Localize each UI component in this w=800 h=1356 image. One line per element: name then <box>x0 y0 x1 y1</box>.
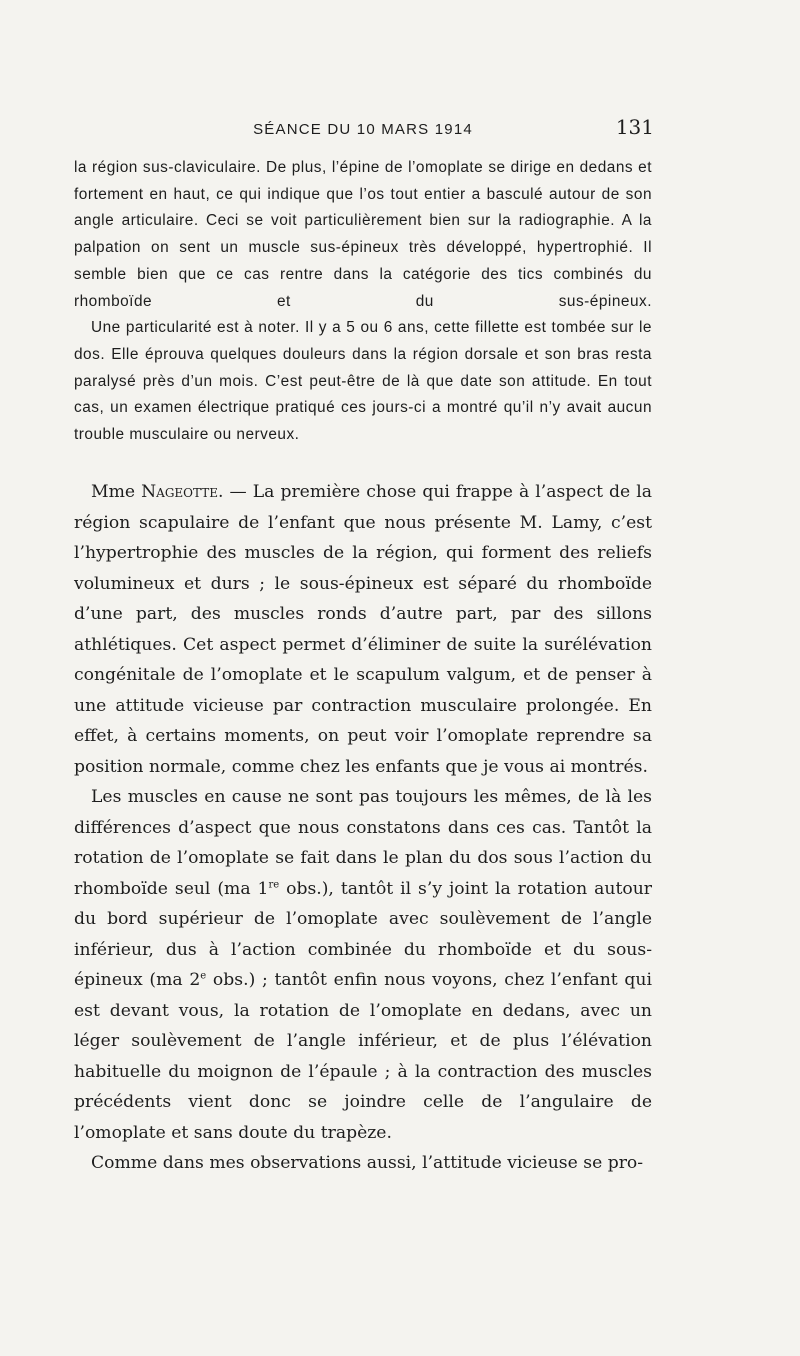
superscript-e: e <box>200 970 207 982</box>
paragraph-3-text: . — La première chose qui frappe à l’aspect de la région scapulaire de l’enfant que nous présente M. Lamy, c’est l’hypertrophie des muscles de la région, qui forment des reliefs volumineux et durs ; le sous-épineux est séparé du rhomboïde d’une part, des muscles ronds d’autre part, par des sillons athlétiques. Cet aspect permet d’éliminer de suite la surélévation congénitale de l’omoplate et le scapulum valgum, et de penser à une attitude vicieuse par contraction musculaire prolongée. En effet, à certains moments, on peut voir l’omoplate reprendre sa position normale, comme chez les enfants que je vous ai montrés. <box>74 482 652 777</box>
superscript-re: re <box>268 878 280 890</box>
paragraph-4-text-c: obs.) ; tantôt enfin nous voyons, chez l’enfant qui est devant vous, la rotation de l’omoplate en dedans, avec un léger soulèvement de l’angle inférieur, et de plus l’élévation habituelle du moignon de l’épaule ; à la contraction des muscles précédents vient donc se joindre celle de l’angulaire de l’omoplate et sans doute du trapèze. <box>74 970 652 1143</box>
speaker-name: Nageotte <box>141 482 219 502</box>
paragraph-4-text-a: Les muscles en cause ne sont pas toujours les mêmes, de là les différences d’aspect que nous constatons dans ces cas. Tantôt la rotation de l’omoplate se fait dans le plan du dos sous l’action du rhomboïde seul (ma 1 <box>74 787 652 899</box>
discussion-text <box>74 477 652 1179</box>
header-title: SÉANCE DU 10 MARS 1914 <box>253 121 473 138</box>
speaker-prefix: Mme <box>91 482 142 502</box>
paragraph-2: Une particularité est à noter. Il y a 5 ou 6 ans, cette fillette est tombée sur le dos. Elle éprouva quelques douleurs dans la région dorsale et son bras resta paralysé près d’un mois. C’est peut-être de là que date son attitude. En tout cas, un examen électrique pratiqué ces jours-ci a montré qu’il n’y avait aucun trouble musculaire ou nerveux. <box>74 319 652 444</box>
paragraph-3 <box>74 477 652 782</box>
paragraph-4-text-b: obs.), tantôt il s’y joint la rotation autour du bord supérieur de l’omoplate avec soulèvement de l’angle inférieur, dus à l’action combinée du rhomboïde et du sous-épineux (ma 2 <box>74 878 652 990</box>
paragraph-4 <box>74 782 652 1148</box>
page-number: 131 <box>615 115 654 139</box>
paragraph-5: Comme dans mes observations aussi, l’attitude vicieuse se pro- <box>91 1153 644 1173</box>
running-header <box>74 117 652 147</box>
paragraph-1: la région sus-claviculaire. De plus, l’épine de l’omoplate se dirige en dedans et fortement en haut, ce qui indique que l’os tout entier a basculé autour de son angle articulaire. Ceci se voit particulièrement bien sur la radiographie. A la palpation on sent un muscle sus-épineux très développé, hypertrophié. Il semble bien que ce cas rentre dans la catégorie des tics combinés du rhomboïde et du sus-épineux. <box>74 159 652 310</box>
case-report-text <box>74 155 652 449</box>
